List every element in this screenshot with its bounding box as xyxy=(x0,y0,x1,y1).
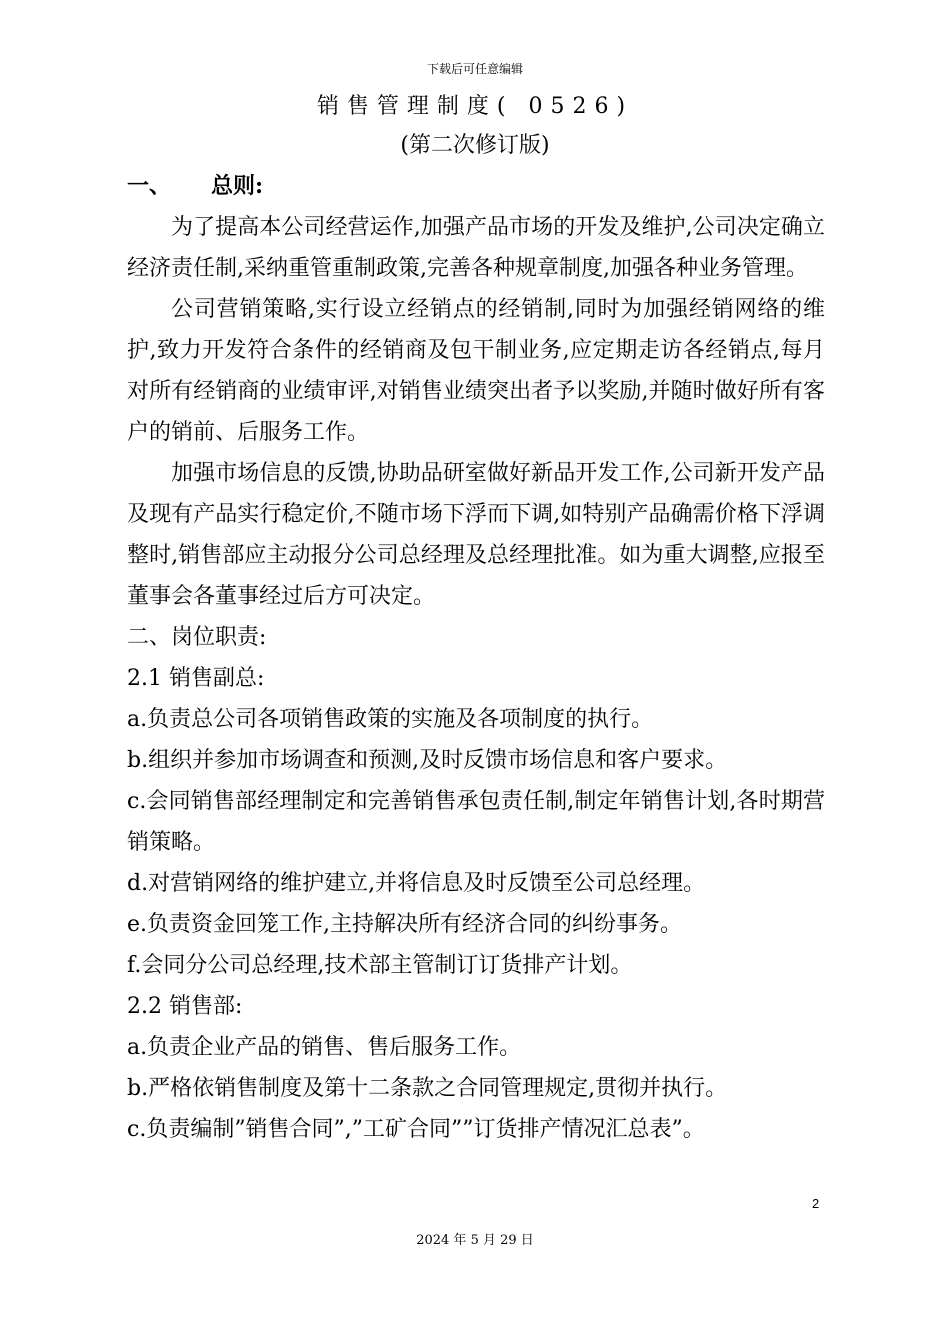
list-item: a.负责总公司各项销售政策的实施及各项制度的执行。 xyxy=(127,707,654,732)
section-1-heading xyxy=(127,166,825,207)
list-item: c.负责编制”销售合同”,”工矿合同””订货排产情况汇总表”。 xyxy=(127,1117,705,1142)
section-1-title: 总则: xyxy=(211,173,264,199)
document-title: 销售管理制度( 0526) xyxy=(316,94,634,119)
paragraph-1: 为了提高本公司经营运作,加强产品市场的开发及维护,公司决定确立经济责任制,采纳重管重制政策,完善各种规章制度,加强各种业务管理。 xyxy=(127,215,825,281)
paragraph-2: 公司营销策略,实行设立经销点的经销制,同时为加强经销网络的维护,致力开发符合条件的经销商及包干制业务,应定期走访各经销点,每月对所有经销商的业绩审评,对销售业绩突出者予以奖励,并随时做好所有客户的销前、后服务工作。 xyxy=(127,297,825,445)
list-item: b.严格依销售制度及第十二条款之合同管理规定,贯彻并执行。 xyxy=(127,1076,728,1101)
paragraph-3: 加强市场信息的反馈,协助品研室做好新品开发工作,公司新开发产品及现有产品实行稳定价,不随市场下浮而下调,如特别产品确需价格下浮调整时,销售部应主动报分公司总经理及总经理批准。如为重大调整,应报至董事会各董事经过后方可决定。 xyxy=(127,461,825,609)
document-subtitle: (第二次修订版) xyxy=(400,133,550,158)
list-item: e.负责资金回笼工作,主持解决所有经济合同的纠纷事务。 xyxy=(127,912,683,937)
section-2-heading: 二、岗位职责: xyxy=(127,625,267,650)
list-item: a.负责企业产品的销售、售后服务工作。 xyxy=(127,1035,522,1060)
page-number: 2 xyxy=(812,1196,820,1211)
subsection-2-1-heading: 2.1 销售副总: xyxy=(127,666,265,691)
footer-date: 2024 年 5 月 29 日 xyxy=(416,1233,534,1248)
section-1-number: 一、 xyxy=(127,173,172,199)
list-item: c.会同销售部经理制定和完善销售承包责任制,制定年销售计划,各时期营销策略。 xyxy=(127,789,825,855)
subsection-2-2-heading: 2.2 销售部: xyxy=(127,994,243,1019)
document-body xyxy=(127,166,825,1150)
header-note: 下载后可任意编辑 xyxy=(426,62,523,76)
list-item: f.会同分公司总经理,技术部主管制订订货排产计划。 xyxy=(127,953,633,978)
list-item: b.组织并参加市场调查和预测,及时反馈市场信息和客户要求。 xyxy=(127,748,728,773)
list-item: d.对营销网络的维护建立,并将信息及时反馈至公司总经理。 xyxy=(127,871,706,896)
